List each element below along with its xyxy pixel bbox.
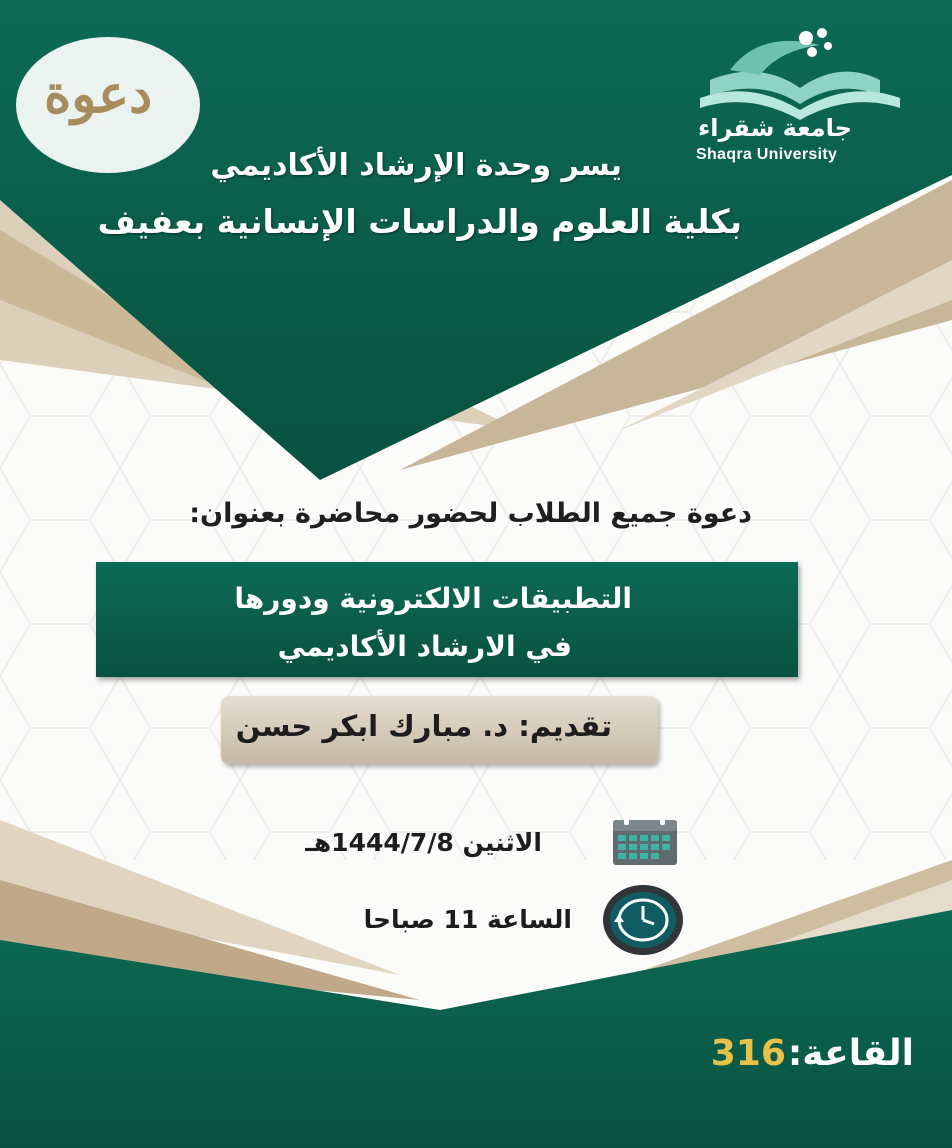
lecture-title-line-2: في الارشاد الأكاديمي <box>277 630 572 663</box>
invitation-text: دعوة جميع الطلاب لحضور محاضرة بعنوان: <box>189 498 752 529</box>
hall-info <box>711 1033 914 1074</box>
hall-label: القاعة: <box>787 1033 914 1074</box>
header-line-2: بكلية العلوم والدراسات الإنسانية بعفيف <box>97 202 742 241</box>
calendar-icon <box>612 816 678 866</box>
header-line-1: يسر وحدة الإرشاد الأكاديمي <box>210 148 622 183</box>
presenter-text: تقديم: د. مبارك ابكر حسن <box>235 709 612 743</box>
university-name-arabic: جامعة شقراء <box>698 114 852 142</box>
time-text: الساعة 11 صباحا <box>363 905 572 934</box>
university-name-english: Shaqra University <box>696 146 838 163</box>
dawa-logo: دعوة <box>44 64 153 125</box>
lecture-title-line-1: التطبيقات الالكترونية ودورها <box>234 582 632 615</box>
date-text: الاثنين 1444/7/8هـ <box>305 828 542 857</box>
clock-icon <box>602 884 684 956</box>
hall-number: 316 <box>710 1033 786 1074</box>
